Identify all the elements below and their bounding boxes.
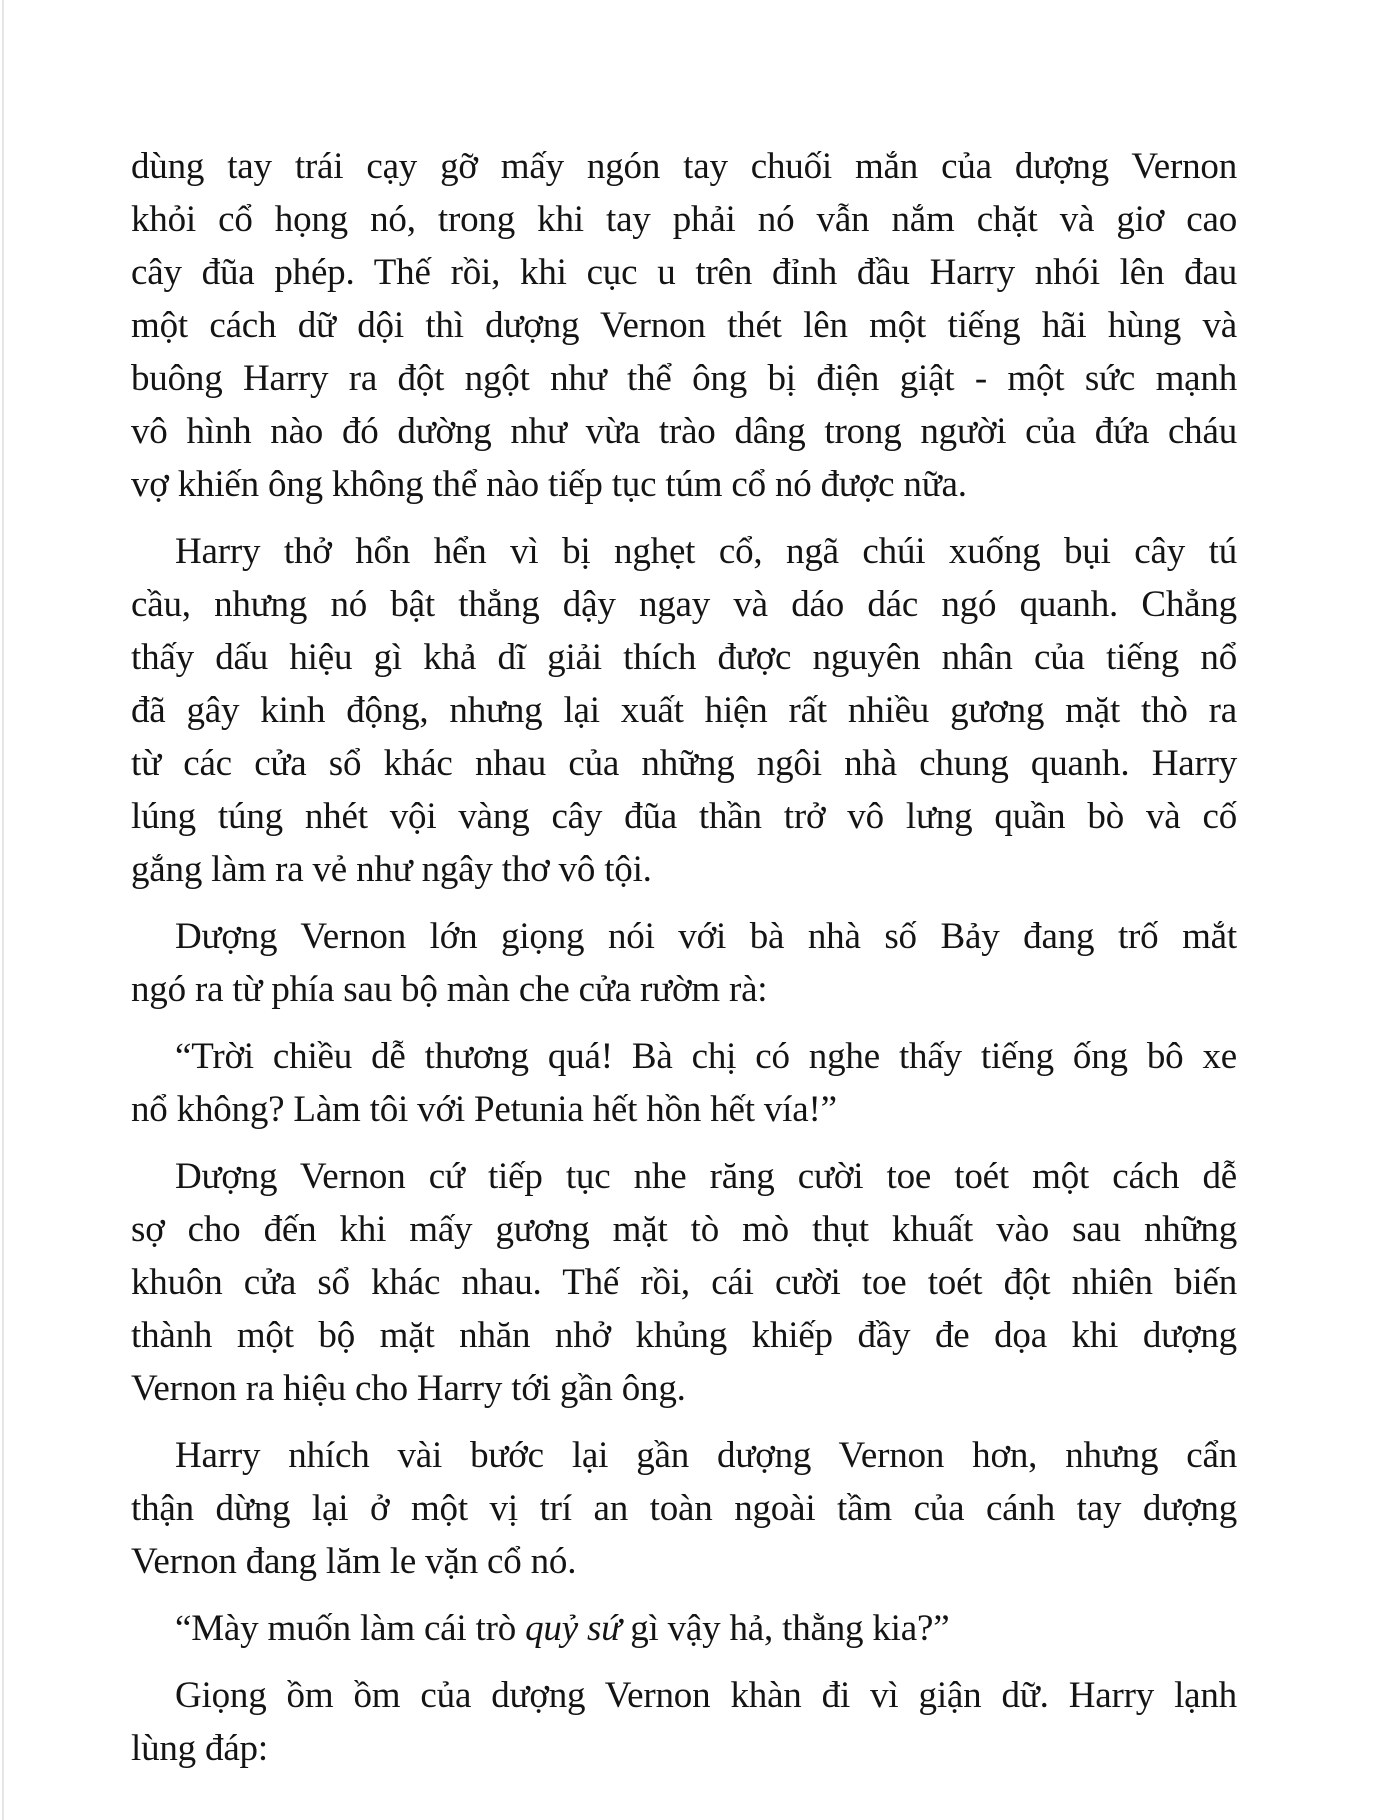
text-line: ngó ra từ phía sau bộ màn che cửa rườm rà: xyxy=(131,969,768,1010)
text-line: một cách dữ dội thì dượng Vernon thét lên một tiếng hãi hùng và xyxy=(131,305,1237,346)
text-line: lúng túng nhét vội vàng cây đũa thần trở vô lưng quần bò và cố xyxy=(131,796,1237,837)
text-line: Giọng ồm ồm của dượng Vernon khàn đi vì giận dữ. Harry lạnh xyxy=(175,1675,1237,1716)
text-line: Harry thở hổn hển vì bị nghẹt cổ, ngã chúi xuống bụi cây tú xyxy=(175,531,1237,572)
text-line: khuôn cửa sổ khác nhau. Thế rồi, cái cười toe toét đột nhiên biến xyxy=(131,1262,1237,1303)
text-line: lùng đáp: xyxy=(131,1728,268,1769)
paragraph-3 xyxy=(131,910,1237,1016)
text-line: Vernon ra hiệu cho Harry tới gần ông. xyxy=(131,1368,686,1409)
text-line: sợ cho đến khi mấy gương mặt tò mò thụt khuất vào sau những xyxy=(131,1209,1237,1250)
text-line: cây đũa phép. Thế rồi, khi cục u trên đỉnh đầu Harry nhói lên đau xyxy=(131,252,1237,293)
paragraph-1 xyxy=(131,140,1237,511)
paragraph-4-dialogue xyxy=(131,1030,1237,1136)
text-line xyxy=(131,1602,1237,1655)
dialogue-text-before: “Mày muốn làm cái trò xyxy=(175,1608,526,1649)
text-line: từ các cửa sổ khác nhau của những ngôi nhà chung quanh. Harry xyxy=(131,743,1237,784)
text-line: thấy dấu hiệu gì khả dĩ giải thích được nguyên nhân của tiếng nổ xyxy=(131,637,1237,678)
text-line: buông Harry ra đột ngột như thể ông bị điện giật - một sức mạnh xyxy=(131,358,1237,399)
dialogue-italic-emphasis: quỷ sứ xyxy=(525,1608,622,1649)
text-line: dùng tay trái cạy gỡ mấy ngón tay chuối mắn của dượng Vernon xyxy=(131,146,1237,187)
text-line: “Trời chiều dễ thương quá! Bà chị có nghe thấy tiếng ống bô xe xyxy=(175,1036,1237,1077)
dialogue-text-after: gì vậy hả, thằng kia?” xyxy=(621,1608,950,1649)
text-line: cầu, nhưng nó bật thẳng dậy ngay và dáo dác ngó quanh. Chẳng xyxy=(131,584,1237,625)
text-line: khỏi cổ họng nó, trong khi tay phải nó vẫn nắm chặt và giơ cao xyxy=(131,199,1237,240)
text-line: gắng làm ra vẻ như ngây thơ vô tội. xyxy=(131,849,652,890)
body-text xyxy=(131,140,1237,1789)
text-line: thận dừng lại ở một vị trí an toàn ngoài tầm của cánh tay dượng xyxy=(131,1488,1237,1529)
text-line: Harry nhích vài bước lại gần dượng Vernon hơn, nhưng cẩn xyxy=(175,1435,1237,1476)
text-line: thành một bộ mặt nhăn nhở khủng khiếp đầy đe dọa khi dượng xyxy=(131,1315,1237,1356)
text-line: nổ không? Làm tôi với Petunia hết hồn hết vía!” xyxy=(131,1089,837,1130)
text-line: Dượng Vernon cứ tiếp tục nhe răng cười toe toét một cách dễ xyxy=(175,1156,1237,1197)
text-line: Vernon đang lăm le vặn cổ nó. xyxy=(131,1541,577,1582)
paragraph-7-dialogue xyxy=(131,1602,1237,1655)
paragraph-5 xyxy=(131,1150,1237,1415)
paragraph-2 xyxy=(131,525,1237,896)
paragraph-8 xyxy=(131,1669,1237,1775)
text-line: vô hình nào đó dường như vừa trào dâng trong người của đứa cháu xyxy=(131,411,1237,452)
paragraph-6 xyxy=(131,1429,1237,1588)
page-edge-line xyxy=(2,0,4,1820)
text-line: vợ khiến ông không thể nào tiếp tục túm cổ nó được nữa. xyxy=(131,464,967,505)
text-line: đã gây kinh động, nhưng lại xuất hiện rất nhiều gương mặt thò ra xyxy=(131,690,1237,731)
text-line: Dượng Vernon lớn giọng nói với bà nhà số Bảy đang trố mắt xyxy=(175,916,1237,957)
